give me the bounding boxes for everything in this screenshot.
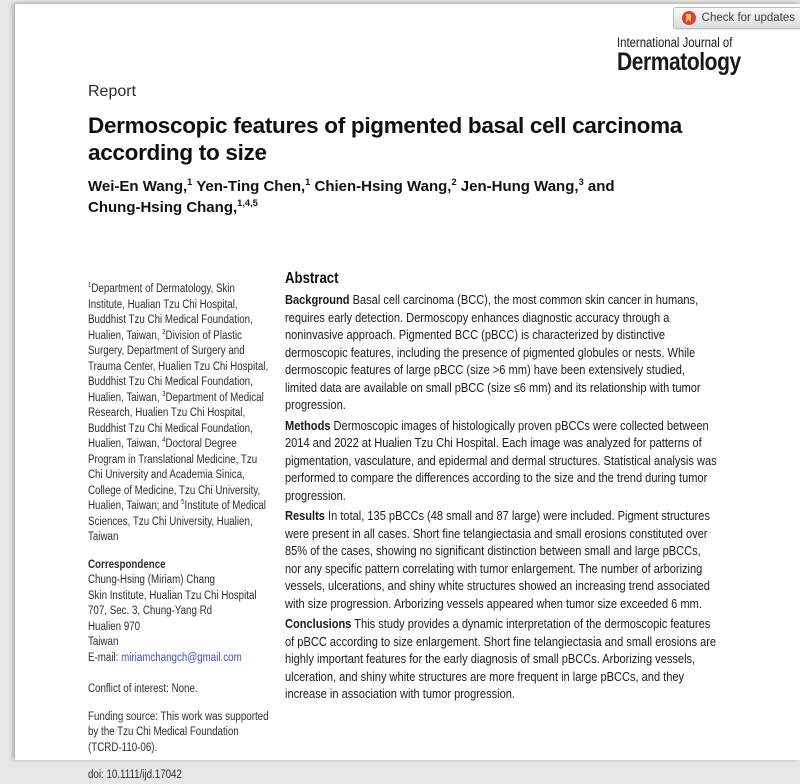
correspondence-country: Taiwan bbox=[88, 636, 119, 648]
abstract-paragraph-background: Background Basal cell carcinoma (BCC), the most common skin cancer in humans, requires early detection. Dermoscopy enhances diagnostic accuracy through a noninvasive approach. Pigmented BCC (pBCC) is characterized by distinctive dermoscopic features, including the presence of pigmented globules or nests. While dermoscopic features of large pBCC (size >6 mm) have been extensively studied, limited data are available on small pBCC (size ≤6 mm) and its relationship with tumor progression. bbox=[285, 292, 701, 412]
author-affiliation-sup: 3 bbox=[578, 177, 584, 187]
affiliation: $^1$Department of Dermatology, Skin Institute, Hualian Tzu Chi Hospital, Buddhist Tzu Chi Medical Foundation, Hualien, Taiwan, bbox=[88, 281, 253, 342]
paragraph-label: Methods bbox=[285, 417, 331, 433]
conflict-of-interest-statement: Conflict of interest: None. bbox=[88, 683, 198, 695]
crossmark-icon bbox=[682, 11, 696, 25]
author: Wei-En Wang,$^1$ bbox=[88, 177, 193, 195]
abstract-paragraph-conclusions: Conclusions This study provides a dynamic interpretation of the dermoscopic features of pBCC according to size enlargement. Short fine telangiectasia and small erosions are highly important features for the early diagnosis of small pBCCs. Arborizing vessels, ulceration, and shiny white structures are more frequent in large pBCCs, and they increase in association with tumor progression. bbox=[285, 616, 717, 701]
correspondence-institute: Skin Institute, Hualian Tzu Chi Hospital bbox=[88, 589, 257, 602]
article-content bbox=[88, 82, 728, 784]
abstract-paragraph-methods: Methods Dermoscopic images of histologically proven pBCCs were collected between 2014 and 2022 at Hualien Tzu Chi Hospital. Each image was analyzed for patterns of pigmentation, vasculature, and epidermal and dermal structures. Statistical analysis was performed to compare the differences according to the size and the trend during tumor progression. bbox=[285, 417, 717, 503]
author: Jen-Hung Wang,$^3$ and bbox=[460, 177, 615, 195]
affiliation: $^3$Department of Medical Research, Hualien Tzu Chi Hospital, Buddhist Tzu Chi Medical Foundation, Hualien, Taiwan, bbox=[88, 389, 264, 450]
author: Yen-Ting Chen,$^1$ bbox=[196, 177, 311, 195]
affiliation: $^2$Division of Plastic Surgery, Department of Surgery and Trauma Center, Hualien Tzu Chi Hospital, Buddhist Tzu Chi Medical Foundation, Hualien, Taiwan, bbox=[88, 327, 269, 404]
journal-name-line2: Dermatology bbox=[617, 48, 741, 76]
correspondence-email-line bbox=[88, 651, 273, 667]
left-column bbox=[88, 270, 273, 784]
correspondence-street: 707, Sec. 3, Chung-Yang Rd bbox=[88, 605, 213, 617]
author-affiliation-sup: 1 bbox=[305, 177, 311, 187]
author: Chung-Hsing Chang,$^{1,4,5}$ bbox=[88, 198, 258, 216]
journal-name-line1: International Journal of bbox=[617, 35, 733, 50]
paragraph-label: Background bbox=[285, 292, 350, 307]
paragraph-label: Conclusions bbox=[285, 616, 352, 631]
journal-logo bbox=[617, 35, 741, 75]
author-affiliation-sup: 2 bbox=[451, 177, 457, 187]
affiliation: $^5$Institute of Medical Sciences, Tzu Chi University, Hualien, Taiwan bbox=[88, 498, 266, 543]
author-affiliation-sup: 1,4,5 bbox=[237, 198, 258, 208]
affiliations bbox=[88, 282, 273, 546]
abstract-column bbox=[285, 270, 718, 784]
author-list bbox=[88, 176, 633, 218]
affiliation: $^4$Doctoral Degree Program in Translational Medicine, Tzu Chi University and Academia Sinica, College of Medicine, Tzu Chi University, Hualien, Taiwan; and bbox=[88, 436, 261, 512]
section-label: Report bbox=[88, 83, 137, 100]
author-affiliation-sup: 1 bbox=[187, 177, 193, 187]
correspondence-name: Chung-Hsing (Miriam) Chang bbox=[88, 574, 215, 586]
bookmark-icon bbox=[686, 14, 691, 23]
email-link[interactable]: miriamchangch@gmail.com bbox=[121, 651, 242, 664]
correspondence-block bbox=[88, 558, 273, 667]
doi-line: doi: 10.1111/ijd.17042 bbox=[88, 769, 182, 781]
email-label: E-mail: bbox=[88, 651, 122, 664]
check-for-updates-label: Check for updates bbox=[701, 12, 795, 24]
abstract-heading: Abstract bbox=[285, 270, 339, 287]
document-page bbox=[15, 4, 800, 781]
funding-statement: Funding source: This work was supported by the Tzu Chi Medical Foundation (TCRD-110-06). bbox=[88, 710, 269, 754]
article-title: Dermoscopic features of pigmented basal cell carcinoma according to size bbox=[88, 113, 683, 165]
paragraph-label: Results bbox=[285, 508, 325, 523]
correspondence-heading: Correspondence bbox=[88, 558, 166, 571]
check-for-updates-button[interactable] bbox=[673, 7, 800, 29]
author: Chien-Hsing Wang,$^2$ bbox=[314, 177, 457, 195]
correspondence-city: Hualien 970 bbox=[88, 620, 141, 633]
two-column-layout bbox=[88, 270, 728, 784]
abstract-paragraph-results: Results In total, 135 pBCCs (48 small and 87 large) were included. Pigment structures were present in all cases. Short fine telangiectasia and small erosions constituted over 85% of the cases, showing no significant distinction between small and large pBCCs, nor any specific pattern correlating with tumor enlargement. The number of arborizing vessels, ulcerations, and shiny white structures showed an increasing trend associated with size progression. Arborizing vessels appeared when tumor size exceeded 6 mm. bbox=[285, 508, 710, 611]
